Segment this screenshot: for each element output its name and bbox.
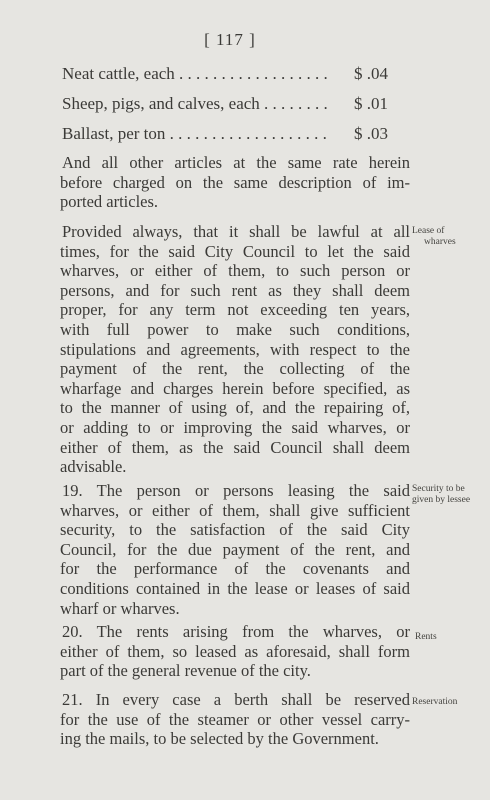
text-line: either of them, as the said Council shall deem xyxy=(60,437,410,457)
text-line: wharves, or either of them, shall give sufficient xyxy=(60,500,410,520)
tariff-cost: $ .01 xyxy=(354,94,388,113)
note-line: wharves xyxy=(424,237,456,247)
text-line: wharf or wharves. xyxy=(60,598,180,618)
note-line: Security to be xyxy=(412,484,465,494)
tariff-item: Neat cattle, each . . . . . . . . . . . . . . . . . . xyxy=(62,64,328,83)
text-line: payment of the rent, the collecting of the xyxy=(60,359,410,379)
text-line: conditions contained in the lease or leases of said xyxy=(60,578,410,598)
text-line: And all other articles at the same rate herein xyxy=(62,153,410,172)
tariff-item: Sheep, pigs, and calves, each . . . . . . . . xyxy=(62,94,328,113)
tariff-row xyxy=(62,94,412,116)
text-line: before charged on the same description of im- xyxy=(60,172,410,192)
text-line: Council, for the due payment of the rent, and xyxy=(60,539,410,559)
text-line: Provided always, that it shall be lawful at all xyxy=(62,222,410,241)
text-line: persons, and for such rent as they shall deem xyxy=(60,280,410,300)
section-21 xyxy=(60,690,410,749)
text-line: with full power to make such conditions, xyxy=(60,319,410,339)
text-line: part of the general revenue of the city. xyxy=(60,661,311,681)
text-line: to the manner of using of, and the repairing of, xyxy=(60,398,410,418)
text-line: ported articles. xyxy=(60,192,159,212)
tariff-item: Ballast, per ton . . . . . . . . . . . . . . . . . . . xyxy=(62,124,327,143)
text-line: either of them, so leased as aforesaid, shall form xyxy=(60,641,410,661)
margin-note-rents xyxy=(412,632,490,643)
paragraph-other-articles xyxy=(60,153,410,212)
text-line: or adding to or improving the said wharves, or xyxy=(60,417,410,437)
tariff-row xyxy=(62,64,412,86)
margin-note-security xyxy=(412,484,490,506)
text-line: for the performance of the covenants and xyxy=(60,559,410,579)
text-line: security, to the satisfaction of the said City xyxy=(60,520,410,540)
text-line: times, for the said City Council to let the said xyxy=(60,241,410,261)
page-number: [ 117 ] xyxy=(204,30,256,49)
margin-note-lease xyxy=(412,226,490,248)
note-line: given by lessee xyxy=(412,495,471,505)
text-line: advisable. xyxy=(60,457,127,477)
tariff-cost: $ .04 xyxy=(354,64,388,83)
tariff-cost: $ .03 xyxy=(354,124,388,143)
text-line: proper, for any term not exceeding ten years, xyxy=(60,300,410,320)
section-19 xyxy=(60,481,410,618)
paragraph-proviso xyxy=(60,222,410,477)
text-line: wharves, or either of them, to such person or xyxy=(60,261,410,281)
text-line: 20. The rents arising from the wharves, or xyxy=(62,622,410,641)
text-line: ing the mails, to be selected by the Government. xyxy=(60,729,379,749)
margin-note-reservation xyxy=(412,697,490,708)
tariff-row xyxy=(62,124,412,146)
note-line: Lease of xyxy=(412,226,445,236)
note-line: Reservation xyxy=(412,697,458,707)
text-line: 21. In every case a berth shall be reserved xyxy=(62,690,410,709)
text-line: for the use of the steamer or other vessel carry- xyxy=(60,709,410,729)
text-line: stipulations and agreements, with respect to the xyxy=(60,339,410,359)
note-line: Rents xyxy=(415,632,437,642)
text-line: wharfage and charges herein before specified, as xyxy=(60,378,410,398)
text-line: 19. The person or persons leasing the said xyxy=(62,481,410,500)
section-20 xyxy=(60,622,410,681)
